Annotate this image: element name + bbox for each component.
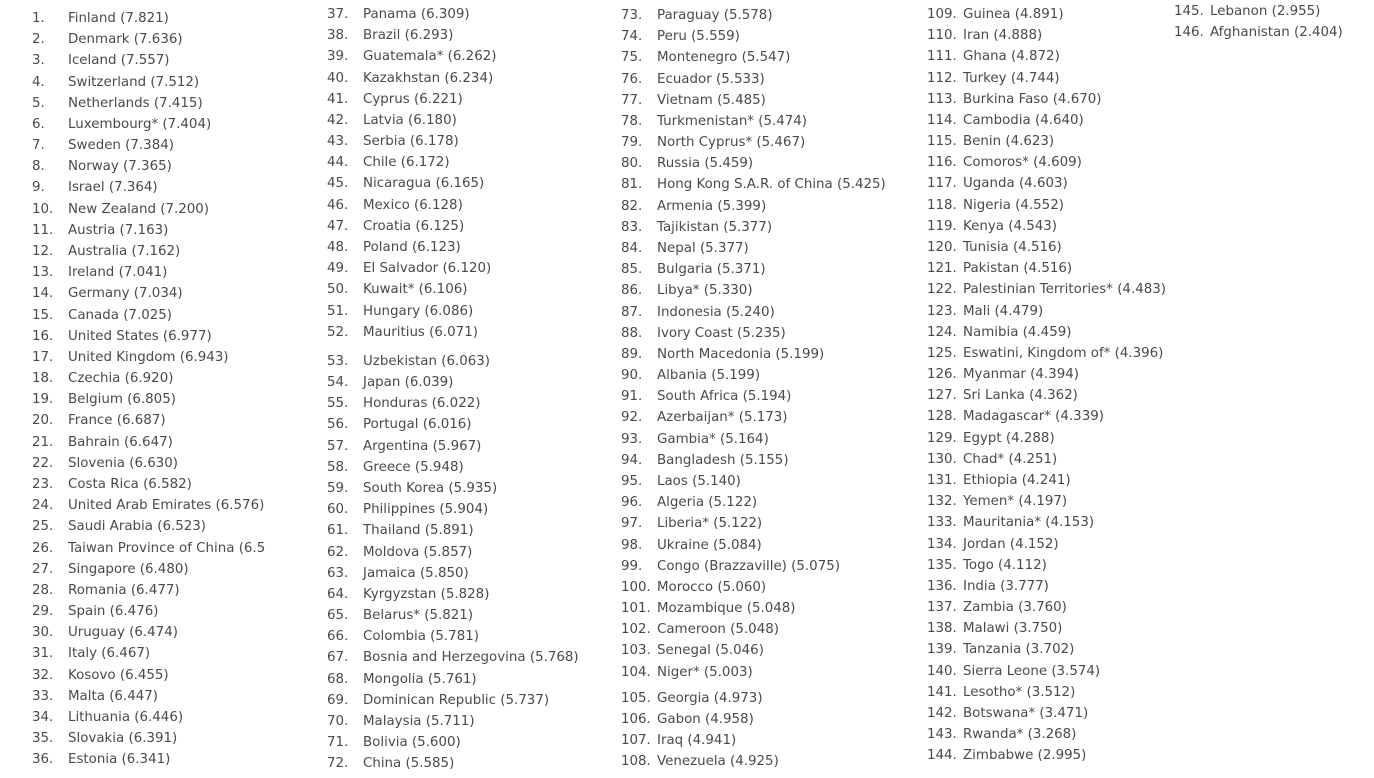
country-score: Ireland (7.041) xyxy=(68,265,168,281)
country-score: Philippines (5.904) xyxy=(363,502,489,518)
country-score: Mali (4.479) xyxy=(963,303,1044,319)
rank-number: 40. xyxy=(327,70,349,86)
country-score: Tanzania (3.702) xyxy=(963,642,1075,658)
rank-number: 57. xyxy=(327,438,349,454)
country-score: Jamaica (5.850) xyxy=(363,565,469,581)
rank-number: 69. xyxy=(327,692,349,708)
country-score: Thailand (5.891) xyxy=(363,523,474,539)
country-score: Lesotho* (3.512) xyxy=(963,684,1076,700)
rank-number: 8. xyxy=(32,159,45,175)
rank-number: 80. xyxy=(621,156,643,172)
country-score: Peru (5.559) xyxy=(657,29,740,45)
rank-number: 132. xyxy=(927,494,957,510)
rank-number: 89. xyxy=(621,346,643,362)
rank-number: 140. xyxy=(927,663,957,679)
country-score: United Kingdom (6.943) xyxy=(68,349,229,365)
country-score: Laos (5.140) xyxy=(657,474,741,489)
rank-number: 33. xyxy=(32,688,54,704)
rank-number: 10. xyxy=(32,201,54,217)
country-score: Italy (6.467) xyxy=(68,646,151,662)
country-score: Palestinian Territories* (4.483) xyxy=(963,282,1166,298)
country-score: Senegal (5.046) xyxy=(657,643,764,659)
country-score: Armenia (5.399) xyxy=(657,198,767,214)
rank-number: 16. xyxy=(32,328,54,344)
country-score: Germany (7.034) xyxy=(68,286,183,302)
country-score: Cameroon (5.048) xyxy=(657,622,779,638)
rank-number: 135. xyxy=(927,557,957,573)
country-score: Mauritania* (4.153) xyxy=(963,515,1095,531)
rank-number: 18. xyxy=(32,371,54,387)
rank-number: 41. xyxy=(327,91,349,107)
country-score: Sweden (7.384) xyxy=(68,138,174,154)
rank-number: 53. xyxy=(327,353,349,369)
country-score: Bosnia and Herzegovina (5.768) xyxy=(363,650,579,666)
country-score: Belgium (6.805) xyxy=(68,392,176,408)
country-score: India (3.777) xyxy=(963,578,1049,594)
country-score: Turkmenistan* (5.474) xyxy=(657,113,808,129)
rank-number: 116. xyxy=(927,155,957,171)
country-score: Iraq (4.941) xyxy=(657,733,737,749)
country-score: Guatemala* (6.262) xyxy=(363,49,497,65)
country-score: El Salvador (6.120) xyxy=(363,261,492,277)
country-score: Romania (6.477) xyxy=(68,582,180,598)
country-score: Chile (6.172) xyxy=(363,155,450,171)
rank-number: 49. xyxy=(327,261,349,277)
country-score: Paraguay (5.578) xyxy=(657,8,773,23)
rank-number: 61. xyxy=(327,523,349,539)
rank-number: 129. xyxy=(927,430,957,446)
country-score: Bulgaria (5.371) xyxy=(657,262,766,278)
country-score: Uruguay (6.474) xyxy=(68,625,178,641)
country-score: Gambia* (5.164) xyxy=(657,431,769,447)
rank-number: 108. xyxy=(621,754,651,770)
rank-number: 107. xyxy=(621,733,651,749)
country-score: Canada (7.025) xyxy=(68,307,172,323)
rank-number: 131. xyxy=(927,473,957,488)
rank-number: 105. xyxy=(621,690,651,706)
country-score: South Africa (5.194) xyxy=(657,389,792,405)
rank-number: 123. xyxy=(927,303,957,319)
rank-number: 84. xyxy=(621,241,643,256)
rank-number: 126. xyxy=(927,367,957,383)
rank-number: 138. xyxy=(927,621,957,637)
country-score: Vietnam (5.485) xyxy=(657,92,766,108)
rank-number: 120. xyxy=(927,240,957,255)
rank-number: 20. xyxy=(32,413,54,429)
rank-number: 4. xyxy=(32,74,45,90)
rank-number: 143. xyxy=(927,727,957,743)
rank-number: 88. xyxy=(621,325,643,341)
country-score: Montenegro (5.547) xyxy=(657,50,791,66)
rank-number: 119. xyxy=(927,218,957,234)
rank-number: 82. xyxy=(621,198,643,214)
country-score: Mauritius (6.071) xyxy=(363,324,478,340)
country-score: Guinea (4.891) xyxy=(963,7,1064,22)
country-score: Denmark (7.636) xyxy=(68,32,183,48)
rank-number: 6. xyxy=(32,116,45,132)
rank-number: 43. xyxy=(327,134,349,150)
country-score: Ukraine (5.084) xyxy=(657,537,762,553)
rank-number: 71. xyxy=(327,735,349,751)
rank-number: 29. xyxy=(32,604,54,619)
rank-number: 52. xyxy=(327,324,349,340)
rank-number: 78. xyxy=(621,113,643,129)
country-score: Japan (6.039) xyxy=(363,375,454,391)
country-score: Pakistan (4.516) xyxy=(963,261,1073,277)
rank-number: 146. xyxy=(1174,25,1204,41)
country-score: Bahrain (6.647) xyxy=(68,434,173,450)
rank-number: 94. xyxy=(621,452,643,468)
country-score: Tajikistan (5.377) xyxy=(657,219,773,235)
country-score: Uzbekistan (6.063) xyxy=(363,353,491,369)
rank-number: 67. xyxy=(327,650,349,666)
country-score: Australia (7.162) xyxy=(68,244,181,259)
country-score: Luxembourg* (7.404) xyxy=(68,116,212,132)
rank-number: 117. xyxy=(927,176,957,192)
rank-number: 62. xyxy=(327,544,349,560)
country-score: North Cyprus* (5.467) xyxy=(657,135,806,151)
country-score: Yemen* (4.197) xyxy=(963,494,1068,510)
rank-number: 70. xyxy=(327,713,349,729)
country-score: Dominican Republic (5.737) xyxy=(363,692,550,708)
rank-number: 32. xyxy=(32,667,54,683)
rank-number: 102. xyxy=(621,622,651,638)
country-score: Mongolia (5.761) xyxy=(363,671,477,687)
country-score: Moldova (5.857) xyxy=(363,544,473,560)
rank-number: 50. xyxy=(327,282,349,298)
rank-number: 127. xyxy=(927,388,957,404)
country-score: Brazil (6.293) xyxy=(363,28,454,44)
country-score: Jordan (4.152) xyxy=(963,536,1059,552)
country-score: Belarus* (5.821) xyxy=(363,608,474,623)
country-score: Cyprus (6.221) xyxy=(363,91,463,107)
rank-number: 12. xyxy=(32,244,54,259)
country-score: Lithuania (6.446) xyxy=(68,709,184,725)
country-score: Bolivia (5.600) xyxy=(363,735,461,751)
rank-number: 114. xyxy=(927,112,957,128)
country-score: Singapore (6.480) xyxy=(68,561,189,577)
rank-number: 101. xyxy=(621,601,651,616)
rank-number: 34. xyxy=(32,709,54,725)
rank-number: 139. xyxy=(927,642,957,658)
rank-number: 13. xyxy=(32,265,54,281)
rank-number: 66. xyxy=(327,629,349,645)
country-score: Ghana (4.872) xyxy=(963,49,1060,65)
country-score: Turkey (4.744) xyxy=(963,70,1060,86)
rank-number: 44. xyxy=(327,155,349,171)
rank-number: 100. xyxy=(621,579,651,595)
rank-number: 45. xyxy=(327,176,349,192)
country-score: Nepal (5.377) xyxy=(657,241,749,256)
country-score: Honduras (6.022) xyxy=(363,396,481,412)
country-score: Algeria (5.122) xyxy=(657,495,758,511)
country-score: Kenya (4.543) xyxy=(963,218,1058,234)
rank-number: 79. xyxy=(621,135,643,151)
country-score: Morocco (5.060) xyxy=(657,579,767,595)
rank-number: 77. xyxy=(621,92,643,108)
rank-number: 46. xyxy=(327,197,349,213)
rank-number: 99. xyxy=(621,558,643,574)
country-score: Tunisia (4.516) xyxy=(963,240,1062,255)
country-score: Kazakhstan (6.234) xyxy=(363,70,494,86)
rank-number: 38. xyxy=(327,28,349,44)
rank-number: 14. xyxy=(32,286,54,302)
rank-number: 112. xyxy=(927,70,957,86)
country-score: Benin (4.623) xyxy=(963,134,1055,150)
rank-number: 63. xyxy=(327,565,349,581)
country-score: Madagascar* (4.339) xyxy=(963,409,1104,425)
country-score: Czechia (6.920) xyxy=(68,371,174,387)
country-score: Mozambique (5.048) xyxy=(657,601,796,616)
country-score: Liberia* (5.122) xyxy=(657,516,763,532)
country-score: Libya* (5.330) xyxy=(657,283,753,299)
rank-number: 96. xyxy=(621,495,643,511)
country-score: Kyrgyzstan (5.828) xyxy=(363,586,490,602)
country-score: Finland (7.821) xyxy=(68,11,169,26)
rank-number: 74. xyxy=(621,29,643,45)
country-score: Mexico (6.128) xyxy=(363,197,463,213)
country-score: Burkina Faso (4.670) xyxy=(963,91,1102,107)
country-score: Poland (6.123) xyxy=(363,240,461,255)
country-score: Greece (5.948) xyxy=(363,459,464,475)
country-score: Serbia (6.178) xyxy=(363,134,459,150)
country-score: Nigeria (4.552) xyxy=(963,197,1064,213)
rank-number: 141. xyxy=(927,684,957,700)
country-score: Cambodia (4.640) xyxy=(963,112,1084,128)
rank-number: 42. xyxy=(327,112,349,128)
rank-number: 98. xyxy=(621,537,643,553)
rank-number: 128. xyxy=(927,409,957,425)
country-score: Myanmar (4.394) xyxy=(963,367,1079,383)
rank-number: 1. xyxy=(32,11,45,26)
country-score: Afghanistan (2.404) xyxy=(1210,25,1343,41)
rank-number: 17. xyxy=(32,349,54,365)
country-score: Venezuela (4.925) xyxy=(657,754,779,770)
country-score: Portugal (6.016) xyxy=(363,417,472,433)
country-score: Saudi Arabia (6.523) xyxy=(68,519,207,535)
country-score: United Arab Emirates (6.576) xyxy=(68,498,265,514)
country-score: Uganda (4.603) xyxy=(963,176,1068,192)
country-score: New Zealand (7.200) xyxy=(68,201,210,217)
country-score: Comoros* (4.609) xyxy=(963,155,1082,171)
rank-number: 75. xyxy=(621,50,643,66)
country-score: Malawi (3.750) xyxy=(963,621,1063,637)
country-score: Iceland (7.557) xyxy=(68,53,170,69)
country-score: Rwanda* (3.268) xyxy=(963,727,1077,743)
rank-number: 87. xyxy=(621,304,643,320)
rank-number: 11. xyxy=(32,222,54,238)
country-score: Hong Kong S.A.R. of China (5.425) xyxy=(657,177,886,193)
rank-number: 86. xyxy=(621,283,643,299)
country-score: Russia (5.459) xyxy=(657,156,754,172)
country-score: Egypt (4.288) xyxy=(963,430,1055,446)
rank-number: 90. xyxy=(621,368,643,384)
rank-number: 95. xyxy=(621,474,643,489)
country-score: Georgia (4.973) xyxy=(657,690,763,706)
rank-number: 103. xyxy=(621,643,651,659)
rank-number: 106. xyxy=(621,711,651,727)
country-score: Kosovo (6.455) xyxy=(68,667,169,683)
rank-number: 48. xyxy=(327,240,349,255)
rank-number: 122. xyxy=(927,282,957,298)
country-score: Croatia (6.125) xyxy=(363,218,465,234)
rank-number: 81. xyxy=(621,177,643,193)
rank-number: 111. xyxy=(927,49,957,65)
rank-number: 31. xyxy=(32,646,54,662)
country-score: Malta (6.447) xyxy=(68,688,158,704)
rank-number: 51. xyxy=(327,303,349,319)
country-score: Ecuador (5.533) xyxy=(657,71,765,87)
country-score: Norway (7.365) xyxy=(68,159,172,175)
rank-number: 115. xyxy=(927,134,957,150)
country-score: Botswana* (3.471) xyxy=(963,705,1089,721)
country-score: France (6.687) xyxy=(68,413,166,429)
rank-number: 65. xyxy=(327,608,349,623)
rank-number: 54. xyxy=(327,375,349,391)
rank-number: 109. xyxy=(927,7,957,22)
country-score: Indonesia (5.240) xyxy=(657,304,775,320)
country-score: Gabon (4.958) xyxy=(657,711,754,727)
country-score: Latvia (6.180) xyxy=(363,112,457,128)
country-score: Spain (6.476) xyxy=(68,604,159,619)
rank-number: 72. xyxy=(327,756,349,772)
country-score: Eswatini, Kingdom of* (4.396) xyxy=(963,345,1164,361)
rank-number: 58. xyxy=(327,459,349,475)
country-score: South Korea (5.935) xyxy=(363,481,498,496)
rank-number: 28. xyxy=(32,582,54,598)
country-score: Argentina (5.967) xyxy=(363,438,482,454)
rank-number: 24. xyxy=(32,498,54,514)
rank-number: 25. xyxy=(32,519,54,535)
rank-number: 26. xyxy=(32,540,54,556)
country-score: Namibia (4.459) xyxy=(963,324,1072,340)
country-score: Malaysia (5.711) xyxy=(363,713,475,729)
country-score: Niger* (5.003) xyxy=(657,664,753,680)
rank-number: 76. xyxy=(621,71,643,87)
rank-number: 83. xyxy=(621,219,643,235)
rank-number: 36. xyxy=(32,752,54,768)
rank-number: 2. xyxy=(32,32,45,48)
rank-number: 133. xyxy=(927,515,957,531)
rank-number: 145. xyxy=(1174,4,1204,19)
country-score: Costa Rica (6.582) xyxy=(68,477,192,492)
country-score: Azerbaijan* (5.173) xyxy=(657,410,788,426)
country-score: Zimbabwe (2.995) xyxy=(963,748,1087,764)
rank-number: 85. xyxy=(621,262,643,278)
country-score: Albania (5.199) xyxy=(657,368,761,384)
rank-number: 15. xyxy=(32,307,54,323)
country-score: Slovakia (6.391) xyxy=(68,731,178,747)
rank-number: 3. xyxy=(32,53,45,69)
country-score: Estonia (6.341) xyxy=(68,752,171,768)
rank-number: 5. xyxy=(32,95,45,111)
country-score: Taiwan Province of China (6.5 xyxy=(68,540,266,556)
country-score: Slovenia (6.630) xyxy=(68,455,179,471)
country-score: China (5.585) xyxy=(363,756,455,772)
rank-number: 56. xyxy=(327,417,349,433)
country-score: Zambia (3.760) xyxy=(963,600,1067,615)
rank-number: 27. xyxy=(32,561,54,577)
rank-number: 23. xyxy=(32,477,54,492)
country-score: Kuwait* (6.106) xyxy=(363,282,468,298)
country-score: Netherlands (7.415) xyxy=(68,95,203,111)
rank-number: 55. xyxy=(327,396,349,412)
country-score: Togo (4.112) xyxy=(963,557,1047,573)
country-score: North Macedonia (5.199) xyxy=(657,346,825,362)
country-score: Sierra Leone (3.574) xyxy=(963,663,1101,679)
rank-number: 136. xyxy=(927,578,957,594)
rank-number: 113. xyxy=(927,91,957,107)
country-score: Chad* (4.251) xyxy=(963,451,1058,467)
country-score: Iran (4.888) xyxy=(963,28,1043,44)
country-score: Ivory Coast (5.235) xyxy=(657,325,786,341)
rank-number: 35. xyxy=(32,731,54,747)
country-score: Austria (7.163) xyxy=(68,222,169,238)
country-score: Ethiopia (4.241) xyxy=(963,473,1071,488)
rank-number: 110. xyxy=(927,28,957,44)
rank-number: 60. xyxy=(327,502,349,518)
rank-number: 92. xyxy=(621,410,643,426)
rank-number: 7. xyxy=(32,138,45,154)
rank-number: 104. xyxy=(621,664,651,680)
rank-number: 125. xyxy=(927,345,957,361)
rank-number: 22. xyxy=(32,455,54,471)
rank-number: 130. xyxy=(927,451,957,467)
rank-number: 68. xyxy=(327,671,349,687)
rank-number: 64. xyxy=(327,586,349,602)
country-score: Israel (7.364) xyxy=(68,180,158,196)
rank-number: 93. xyxy=(621,431,643,447)
rank-number: 121. xyxy=(927,261,957,277)
rank-number: 30. xyxy=(32,625,54,641)
rank-number: 39. xyxy=(327,49,349,65)
rank-number: 142. xyxy=(927,705,957,721)
rank-number: 91. xyxy=(621,389,643,405)
country-score: Bangladesh (5.155) xyxy=(657,452,789,468)
country-score: Panama (6.309) xyxy=(363,7,470,22)
rank-number: 124. xyxy=(927,324,957,340)
rank-number: 37. xyxy=(327,7,349,22)
rank-number: 9. xyxy=(32,180,45,196)
rank-number: 144. xyxy=(927,748,957,764)
rank-number: 19. xyxy=(32,392,54,408)
rank-number: 97. xyxy=(621,516,643,532)
country-score: Lebanon (2.955) xyxy=(1210,4,1321,19)
rank-number: 21. xyxy=(32,434,54,450)
rank-number: 47. xyxy=(327,218,349,234)
rank-number: 73. xyxy=(621,8,643,23)
country-score: Colombia (5.781) xyxy=(363,629,479,645)
country-score: Switzerland (7.512) xyxy=(68,74,200,90)
country-score: Nicaragua (6.165) xyxy=(363,176,485,192)
rank-number: 59. xyxy=(327,481,349,496)
country-score: Sri Lanka (4.362) xyxy=(963,388,1078,404)
country-score: Congo (Brazzaville) (5.075) xyxy=(657,558,840,574)
country-score: Hungary (6.086) xyxy=(363,303,474,319)
rank-number: 137. xyxy=(927,600,957,615)
rank-number: 134. xyxy=(927,536,957,552)
rank-number: 118. xyxy=(927,197,957,213)
country-score: United States (6.977) xyxy=(68,328,212,344)
